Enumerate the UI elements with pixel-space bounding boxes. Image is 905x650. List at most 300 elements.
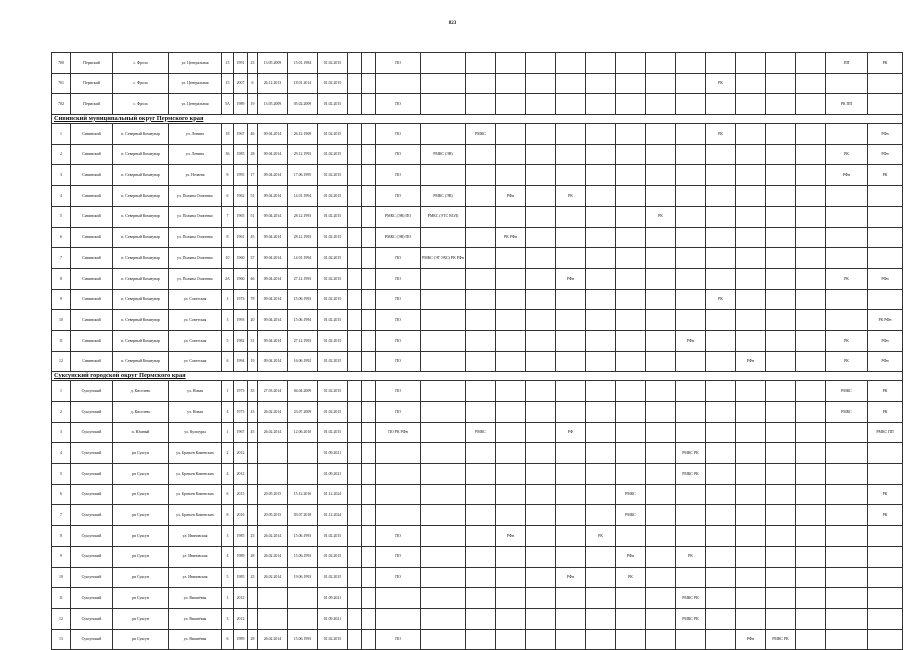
table-cell: ПО <box>376 629 421 650</box>
table-cell <box>586 165 616 186</box>
table-cell: 27.12.1993 <box>288 268 318 289</box>
table-cell <box>496 351 526 372</box>
table-cell: 1989 <box>234 94 248 115</box>
table-cell: РК <box>868 53 903 74</box>
table-cell <box>362 268 376 289</box>
table-cell <box>706 588 736 609</box>
table-cell <box>466 464 496 485</box>
table-cell: РМКС РК <box>676 464 706 485</box>
row-number-cell: 4 <box>52 186 71 207</box>
table-cell: 2 <box>222 443 234 464</box>
table-cell: РК ПП <box>826 94 868 115</box>
table-cell <box>556 588 586 609</box>
table-cell <box>796 505 826 526</box>
table-cell <box>646 227 676 248</box>
table-cell <box>556 165 586 186</box>
row-number-cell: 11 <box>52 330 71 351</box>
table-cell <box>496 330 526 351</box>
table-cell: п. Северный Коммунар <box>113 144 169 165</box>
table-cell <box>248 443 258 464</box>
table-cell: 1960 <box>234 248 248 269</box>
table-cell <box>466 567 496 588</box>
table-cell <box>826 289 868 310</box>
table-cell <box>586 186 616 207</box>
table-cell: 8 <box>222 227 234 248</box>
table-cell <box>362 484 376 505</box>
table-cell <box>248 505 258 526</box>
row-number-cell: 3 <box>52 422 71 443</box>
table-cell: РК <box>616 567 646 588</box>
table-cell <box>796 422 826 443</box>
table-cell: РФн <box>826 165 868 186</box>
table-cell <box>362 73 376 94</box>
table-cell: ул. Центральная <box>169 94 222 115</box>
table-cell <box>826 526 868 547</box>
table-cell <box>766 310 796 331</box>
table-cell: ПО <box>376 546 421 567</box>
table-cell <box>796 186 826 207</box>
table-cell <box>258 588 288 609</box>
table-cell <box>646 248 676 269</box>
table-cell: 03.07.2018 <box>288 505 318 526</box>
table-cell: ул. Поляны Осипенко <box>169 227 222 248</box>
table-cell <box>706 53 736 74</box>
table-cell: Суксунский <box>71 484 113 505</box>
table-cell <box>736 186 766 207</box>
table-cell <box>466 268 496 289</box>
table-cell: рп Суксун <box>113 588 169 609</box>
table-cell: 09.04.2014 <box>258 206 288 227</box>
table-cell <box>466 505 496 526</box>
table-cell: 01.02.2015 <box>318 330 348 351</box>
table-row <box>52 464 903 485</box>
table-cell <box>526 268 556 289</box>
table-cell <box>676 186 706 207</box>
table-cell: 1 <box>222 381 234 402</box>
table-cell: рп Суксун <box>113 526 169 547</box>
table-cell <box>766 206 796 227</box>
table-cell <box>526 629 556 650</box>
table-cell <box>736 94 766 115</box>
table-cell <box>376 484 421 505</box>
table-cell: 09.04.2014 <box>258 186 288 207</box>
table-cell: 51 <box>248 206 258 227</box>
table-cell <box>826 505 868 526</box>
table-cell: 15 <box>222 73 234 94</box>
table-cell: ул. Нечаева <box>169 165 222 186</box>
table-cell <box>868 289 903 310</box>
table-cell <box>868 73 903 94</box>
table-cell <box>466 227 496 248</box>
section-header-row <box>52 115 903 124</box>
table-cell: ПП <box>826 53 868 74</box>
table-cell <box>496 94 526 115</box>
table-cell: Сивинский <box>71 165 113 186</box>
table-cell <box>556 505 586 526</box>
table-cell: 1991 <box>234 53 248 74</box>
table-cell <box>796 165 826 186</box>
table-cell: 1989 <box>234 546 248 567</box>
table-cell <box>826 206 868 227</box>
table-cell <box>616 289 646 310</box>
table-cell <box>676 144 706 165</box>
table-cell <box>376 608 421 629</box>
table-cell: ул. Вишнёвая <box>169 608 222 629</box>
table-cell: 1985 <box>234 526 248 547</box>
table-cell: Пермский <box>71 53 113 74</box>
table-cell: РК РФн <box>496 227 526 248</box>
table-cell: 26.02.2014 <box>258 629 288 650</box>
table-cell <box>796 381 826 402</box>
table-cell <box>796 53 826 74</box>
table-cell: 15.06.1993 <box>288 629 318 650</box>
table-cell <box>796 227 826 248</box>
table-cell <box>586 330 616 351</box>
table-cell <box>421 484 466 505</box>
table-cell: 01.02.2015 <box>318 526 348 547</box>
table-cell <box>766 381 796 402</box>
table-cell: 01.02.2015 <box>318 124 348 145</box>
table-cell <box>288 588 318 609</box>
table-cell: 5 <box>222 330 234 351</box>
table-cell <box>421 94 466 115</box>
table-cell <box>736 144 766 165</box>
table-cell <box>646 402 676 423</box>
table-cell: Сивинский <box>71 186 113 207</box>
table-cell: ПО РК РФн <box>376 422 421 443</box>
table-cell: 45 <box>248 422 258 443</box>
table-cell <box>288 608 318 629</box>
housing-register-table <box>51 52 903 650</box>
row-number-cell: 700 <box>52 53 71 74</box>
table-cell: 23.07.2009 <box>288 402 318 423</box>
table-cell <box>421 505 466 526</box>
table-cell <box>466 94 496 115</box>
table-cell <box>348 94 362 115</box>
table-cell: 18 <box>222 124 234 145</box>
table-cell: 8 <box>222 165 234 186</box>
table-cell <box>466 629 496 650</box>
table-cell <box>676 165 706 186</box>
table-cell: 15.12.2016 <box>288 484 318 505</box>
table-cell <box>646 567 676 588</box>
table-cell: 6 <box>222 629 234 650</box>
table-cell <box>526 227 556 248</box>
table-cell: д. Киселево <box>113 402 169 423</box>
table-cell: 09.04.2014 <box>258 330 288 351</box>
table-cell <box>362 53 376 74</box>
table-cell: 20.05.2015 <box>258 505 288 526</box>
table-cell: 1967 <box>234 124 248 145</box>
table-cell <box>556 484 586 505</box>
table-cell <box>868 94 903 115</box>
table-cell <box>766 248 796 269</box>
table-cell <box>868 608 903 629</box>
table-cell: Сивинский <box>71 310 113 331</box>
table-cell <box>526 310 556 331</box>
table-cell <box>586 53 616 74</box>
table-cell: ул. Ивановская <box>169 567 222 588</box>
table-cell <box>706 505 736 526</box>
table-cell <box>526 248 556 269</box>
table-cell <box>421 629 466 650</box>
table-cell <box>348 165 362 186</box>
table-cell: Суксунский <box>71 629 113 650</box>
table-cell: 6 <box>222 351 234 372</box>
table-cell <box>258 608 288 629</box>
table-cell <box>421 268 466 289</box>
table-cell: РК <box>706 289 736 310</box>
table-cell <box>766 443 796 464</box>
table-cell <box>616 381 646 402</box>
table-cell: ПО <box>376 381 421 402</box>
table-cell: 09.04.2014 <box>258 144 288 165</box>
table-cell <box>362 608 376 629</box>
table-cell: Сивинский <box>71 351 113 372</box>
table-cell <box>586 484 616 505</box>
table-cell: 01.02.2015 <box>318 165 348 186</box>
table-cell: 01.02.2015 <box>318 53 348 74</box>
table-cell: ул. Братьев Каменских <box>169 505 222 526</box>
table-cell: 45 <box>248 227 258 248</box>
table-cell: ПО <box>376 310 421 331</box>
table-cell <box>736 567 766 588</box>
table-cell: 01.02.2015 <box>318 289 348 310</box>
table-cell: Сивинский <box>71 330 113 351</box>
table-cell: ПО <box>376 330 421 351</box>
table-cell <box>796 310 826 331</box>
table-cell <box>766 124 796 145</box>
table-cell <box>496 268 526 289</box>
table-cell: рп Суксун <box>113 484 169 505</box>
table-cell <box>796 330 826 351</box>
table-cell: ул. Центральная <box>169 73 222 94</box>
table-cell <box>766 144 796 165</box>
table-cell <box>616 422 646 443</box>
table-cell <box>586 227 616 248</box>
table-cell: 20 <box>248 310 258 331</box>
table-cell <box>586 248 616 269</box>
table-cell <box>646 73 676 94</box>
table-cell <box>766 526 796 547</box>
table-cell: РК <box>868 165 903 186</box>
table-cell: рп Суксун <box>113 443 169 464</box>
table-cell: ПО <box>376 402 421 423</box>
table-cell: РФн <box>736 351 766 372</box>
table-cell <box>646 53 676 74</box>
table-cell <box>868 629 903 650</box>
table-cell <box>526 351 556 372</box>
table-cell: РМКС <box>616 505 646 526</box>
table-cell <box>421 546 466 567</box>
table-cell: 4 <box>222 546 234 567</box>
table-cell: 28.12.1993 <box>288 206 318 227</box>
table-cell <box>826 422 868 443</box>
table-cell <box>646 165 676 186</box>
table-cell <box>646 484 676 505</box>
table-cell: 01.02.2015 <box>318 351 348 372</box>
table-cell <box>526 546 556 567</box>
table-cell <box>526 526 556 547</box>
table-cell: 6 <box>222 484 234 505</box>
table-cell <box>348 248 362 269</box>
table-cell: РФн <box>868 144 903 165</box>
table-cell <box>796 206 826 227</box>
table-cell: РФн <box>676 330 706 351</box>
table-cell <box>258 464 288 485</box>
table-cell <box>706 422 736 443</box>
table-cell: 01.02.2015 <box>318 381 348 402</box>
table-cell: 26.02.2014 <box>258 402 288 423</box>
table-cell: ПО <box>376 124 421 145</box>
table-cell: ул. Ивановская <box>169 546 222 567</box>
table-row <box>52 567 903 588</box>
table-cell: 15.06.1993 <box>288 546 318 567</box>
table-cell <box>348 53 362 74</box>
table-cell <box>766 330 796 351</box>
table-cell <box>646 268 676 289</box>
table-cell <box>348 546 362 567</box>
table-cell: 20.05.2015 <box>258 484 288 505</box>
table-row <box>52 330 903 351</box>
table-cell <box>796 124 826 145</box>
table-cell: ул. Советская <box>169 351 222 372</box>
table-cell <box>421 567 466 588</box>
table-cell <box>646 422 676 443</box>
table-cell <box>868 248 903 269</box>
table-cell <box>826 484 868 505</box>
table-cell <box>348 526 362 547</box>
table-cell <box>706 310 736 331</box>
table-cell: 17.06.1995 <box>288 165 318 186</box>
table-cell <box>586 94 616 115</box>
table-cell <box>466 330 496 351</box>
table-cell: 1961 <box>234 227 248 248</box>
table-cell: РМКС <box>826 381 868 402</box>
table-cell <box>526 53 556 74</box>
table-cell <box>362 567 376 588</box>
row-number-cell: 5 <box>52 206 71 227</box>
table-cell <box>526 124 556 145</box>
table-cell <box>826 443 868 464</box>
row-number-cell: 10 <box>52 310 71 331</box>
table-cell: 15.01.1984 <box>288 53 318 74</box>
table-cell: 01.02.2015 <box>318 310 348 331</box>
table-cell: РФн <box>496 526 526 547</box>
table-cell: 1962 <box>234 186 248 207</box>
table-cell: 25 <box>248 526 258 547</box>
table-cell: Сивинский <box>71 206 113 227</box>
row-number-cell: 12 <box>52 608 71 629</box>
table-cell <box>676 248 706 269</box>
table-cell <box>526 186 556 207</box>
table-cell <box>526 422 556 443</box>
table-cell <box>421 588 466 609</box>
table-cell <box>421 53 466 74</box>
table-cell <box>376 73 421 94</box>
table-cell <box>676 505 706 526</box>
table-cell <box>736 310 766 331</box>
table-cell <box>706 227 736 248</box>
table-cell <box>868 186 903 207</box>
table-cell <box>766 268 796 289</box>
table-cell: 31 <box>248 330 258 351</box>
table-cell <box>736 289 766 310</box>
table-cell <box>796 268 826 289</box>
table-cell <box>288 443 318 464</box>
table-cell: РМКС РК <box>766 629 796 650</box>
table-cell: 26.12.1969 <box>288 124 318 145</box>
table-cell: д. Киселево <box>113 381 169 402</box>
table-cell: 09.04.2014 <box>258 289 288 310</box>
table-cell <box>826 248 868 269</box>
table-cell: 1967 <box>234 422 248 443</box>
table-row <box>52 608 903 629</box>
table-cell: ул. Советская <box>169 310 222 331</box>
table-cell <box>706 629 736 650</box>
table-cell: 28.12.1993 <box>288 227 318 248</box>
table-cell <box>496 588 526 609</box>
table-cell <box>646 351 676 372</box>
table-cell: 2016 <box>234 505 248 526</box>
table-cell <box>496 73 526 94</box>
table-cell: 1973 <box>234 381 248 402</box>
table-cell <box>496 402 526 423</box>
table-cell <box>348 484 362 505</box>
table-cell <box>796 248 826 269</box>
table-cell <box>646 588 676 609</box>
table-cell <box>496 567 526 588</box>
table-row <box>52 402 903 423</box>
table-cell <box>362 227 376 248</box>
table-cell: Суксунский <box>71 588 113 609</box>
table-cell <box>362 144 376 165</box>
table-cell <box>496 53 526 74</box>
table-cell: 01.02.2015 <box>318 629 348 650</box>
table-cell <box>526 330 556 351</box>
table-cell: 46 <box>248 268 258 289</box>
table-row <box>52 144 903 165</box>
table-cell <box>796 588 826 609</box>
table-cell: 13.05.2009 <box>258 53 288 74</box>
table-cell <box>766 289 796 310</box>
table-cell <box>586 546 616 567</box>
table-cell <box>646 443 676 464</box>
table-cell <box>348 464 362 485</box>
table-cell <box>646 186 676 207</box>
table-cell <box>616 588 646 609</box>
table-cell: 15.06.1993 <box>288 526 318 547</box>
table-cell <box>676 227 706 248</box>
table-cell <box>348 567 362 588</box>
table-cell <box>826 227 868 248</box>
table-cell <box>706 484 736 505</box>
table-cell <box>586 206 616 227</box>
table-cell: РМКС (ЭТС ВОЛ) <box>421 206 466 227</box>
table-cell: 27.12.1993 <box>288 330 318 351</box>
row-number-cell: 5 <box>52 464 71 485</box>
table-cell: рп Суксун <box>113 505 169 526</box>
table-cell <box>616 53 646 74</box>
table-cell: 01.02.2015 <box>318 144 348 165</box>
table-cell <box>826 608 868 629</box>
table-cell: 1993 <box>234 310 248 331</box>
table-cell: 17 <box>248 165 258 186</box>
table-cell: РК <box>826 268 868 289</box>
table-cell: п. Северный Коммунар <box>113 289 169 310</box>
table-cell <box>421 608 466 629</box>
table-cell: РК <box>556 186 586 207</box>
